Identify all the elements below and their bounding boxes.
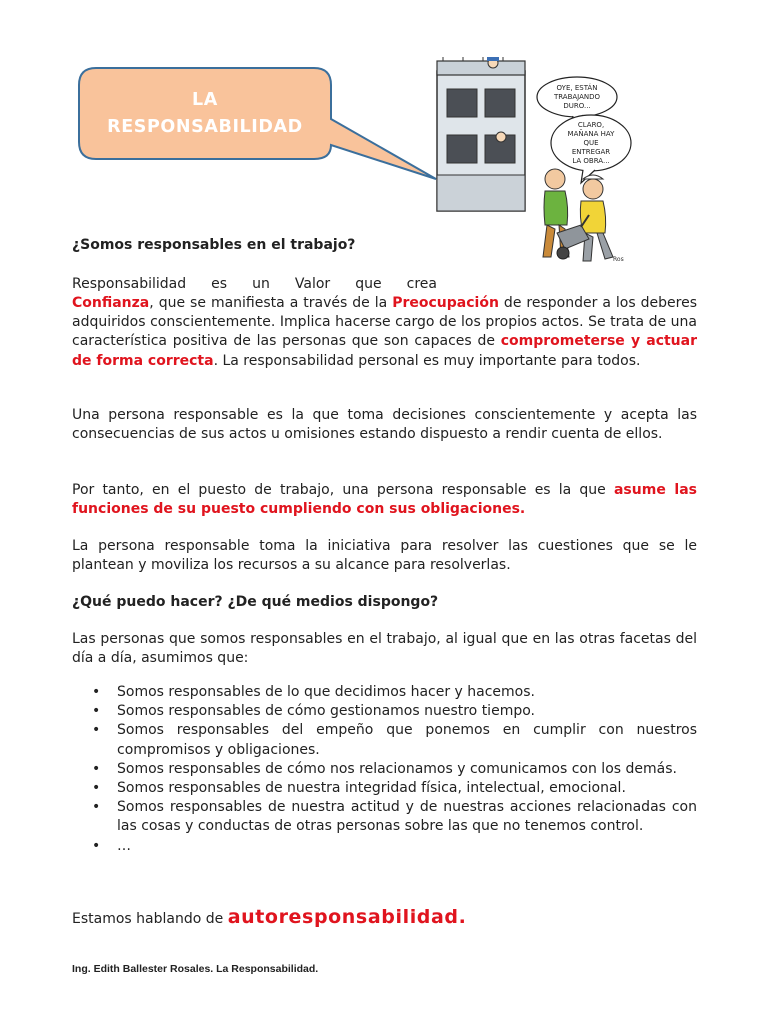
paragraph-1-text-4: . La responsabilidad personal es muy importante para todos. [213,352,641,369]
paragraph-1 [72,275,697,294]
highlight-preocupacion: Preocupación [392,295,499,311]
list-item: • Somos responsables del empeño que ponemos en cumplir con nuestros compromisos y obligaciones. [72,721,697,759]
section-heading-2: ¿Qué puedo hacer? ¿De qué medios dispongo? [72,594,439,610]
cartoon-signature: Ros [613,256,624,263]
paragraph-1-text-2: , que se manifiesta a través de la [149,295,393,311]
bullet-list [72,683,697,856]
cartoon-bubble-1-line-3: DURO... [563,102,591,110]
closing-highlight: autoresponsabilidad. [227,906,467,928]
construction-cartoon-icon [433,57,634,265]
cartoon-bubble-2-line-4: ENTREGAR [571,148,611,156]
title-line-1: LA [192,90,218,110]
cartoon-bubble-2-line-3: QUE [583,139,599,147]
cartoon-bubble-2-line-5: LA OBRA... [572,157,610,165]
page-title [78,87,332,141]
closing-line [72,906,466,928]
title-callout [78,67,332,160]
closing-text: Estamos hablando de [72,911,228,927]
cartoon-bubble-1-line-1: OYE, ESTÁN [556,84,598,92]
paragraph-3 [72,481,697,519]
paragraph-1-body [72,294,697,371]
highlight-comprometerse: comprometerse y actuar de forma correcta [72,333,698,369]
cartoon-bubble-2-line-1: CLARO, [577,121,605,129]
paragraph-1-text-3: de responder a los deberes adquiridos conscientemente. Implica hacerse cargo de los propios actos. Se trata de una característica positiva de las personas que son capaces de [72,295,698,350]
list-item: • Somos responsables de nuestra actitud y de nuestras acciones relacionadas con las cosas y conductas de otras personas sobre las que no tenemos control. [72,798,697,836]
footer: Ing. Edith Ballester Rosales. La Responsabilidad. [72,963,319,975]
paragraph-1-first-line: Responsabilidad es un Valor que crea [72,276,437,292]
paragraph-2: Una persona responsable es la que toma decisiones conscientemente y acepta las consecuencias de sus actos u omisiones estando dispuesto a rendir cuenta de ellos. [72,407,697,443]
list-item: • … [72,837,697,856]
paragraph-4: La persona responsable toma la iniciativa para resolver las cuestiones que se le plantean y moviliza los recursos a su alcance para resolverlas. [72,538,697,574]
cartoon-bubble-1-line-2: TRABAJANDO [553,93,601,101]
list-item: • Somos responsables de cómo gestionamos nuestro tiempo. [72,702,697,721]
highlight-confianza: Confianza [72,295,150,311]
list-item: • Somos responsables de nuestra integridad física, intelectual, emocional. [72,779,697,798]
paragraph-3-text: Por tanto, en el puesto de trabajo, una persona responsable es la que [72,482,614,498]
list-item: • Somos responsables de lo que decidimos hacer y hacemos. [72,683,697,702]
highlight-asume: asume las funciones de su puesto cumpliendo con sus obligaciones. [72,482,697,518]
list-item: • Somos responsables de cómo nos relacionamos y comunicamos con los demás. [72,760,697,779]
cartoon-bubble-2-line-2: MAÑANA HAY [567,130,615,138]
section-heading-1: ¿Somos responsables en el trabajo? [72,237,356,253]
paragraph-5: Las personas que somos responsables en el trabajo, al igual que en las otras facetas del día a día, asumimos que: [72,631,697,667]
title-line-2: RESPONSABILIDAD [107,117,303,137]
